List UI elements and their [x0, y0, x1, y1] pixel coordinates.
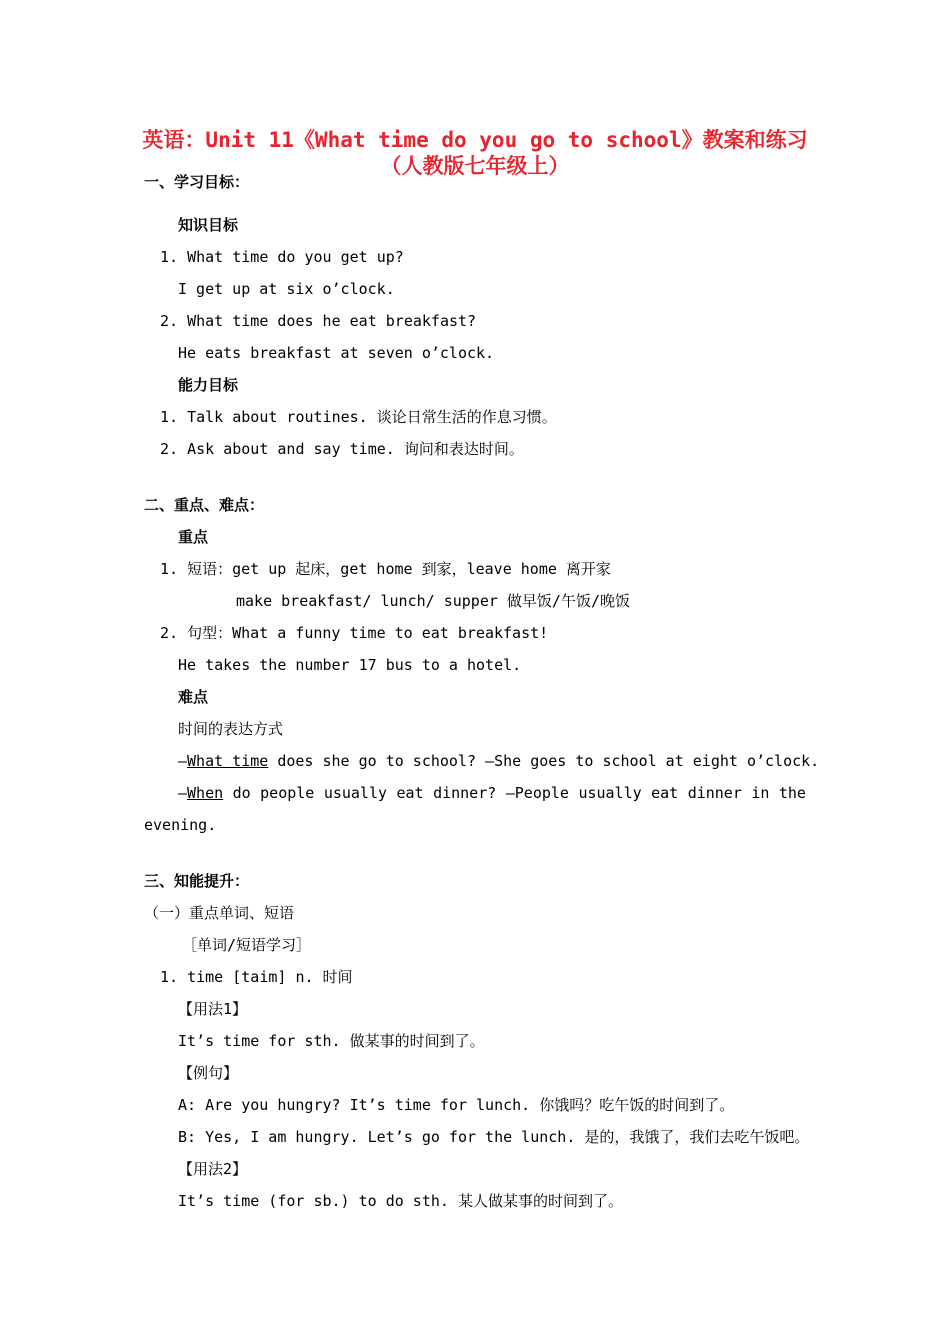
key-item-2-cont: He takes the number 17 bus to a hotel.	[178, 656, 522, 674]
ability-item-1: 1. Talk about routines. 谈论日常生活的作息习惯。	[160, 408, 557, 426]
word: do	[232, 784, 251, 802]
subsection-words: （一）重点单词、短语	[144, 904, 295, 922]
difficulty-example-1	[178, 751, 819, 771]
word: eat	[651, 784, 679, 802]
example-line-a: A: Are you hungry? It’s time for lunch. 你饿吗？吃午饭的时间到了。	[178, 1096, 735, 1114]
usage-2-label: 【用法2】	[178, 1160, 248, 1178]
key-item-1-cont: make breakfast/ lunch/ supper 做早饭/午饭/晚饭	[236, 592, 630, 610]
section-heading-objectives: 一、学习目标：	[144, 173, 250, 191]
word: usually	[578, 784, 642, 802]
key-item-1: 1. 短语：get up 起床，get home 到家，leave home 离开家	[160, 560, 611, 578]
usage-1-label: 【用法1】	[178, 1000, 248, 1018]
key-item-2: 2. 句型：What a funny time to eat breakfast!	[160, 624, 549, 642]
ability-item-2: 2. Ask about and say time. 询问和表达时间。	[160, 440, 524, 458]
underlined-phrase: When	[187, 784, 224, 802]
word: dinner	[687, 784, 742, 802]
dash: —	[178, 752, 188, 770]
difficulty-intro: 时间的表达方式	[178, 720, 284, 738]
example-line-b: B: Yes, I am hungry. Let’s go for the lunch. 是的，我饿了，我们去吃午饭吧。	[178, 1128, 810, 1146]
word: eat	[396, 784, 424, 802]
word: in	[751, 784, 770, 802]
underlined-phrase: What time	[187, 752, 269, 770]
example-rest: does she go to school? —She goes to school at eight o’clock.	[268, 752, 820, 770]
example-label: 【例句】	[178, 1064, 239, 1082]
word: usually	[323, 784, 388, 802]
word: people	[260, 784, 315, 802]
usage-2-text: It’s time (for sb.) to do sth. 某人做某事的时间到了。	[178, 1192, 623, 1210]
knowledge-item-2: 2. What time does he eat breakfast?	[160, 312, 477, 330]
knowledge-item-1-answer: I get up at six o’clock.	[178, 280, 395, 298]
word: dinner?	[433, 784, 497, 802]
difficulty-example-2	[178, 783, 806, 803]
key-heading: 重点	[178, 528, 209, 546]
ability-heading: 能力目标	[178, 376, 239, 394]
difficulty-heading: 难点	[178, 688, 209, 706]
difficulty-example-2-cont: evening.	[144, 816, 217, 834]
dash: —	[178, 784, 188, 802]
document-subtitle: （人教版七年级上）	[380, 154, 570, 178]
section-heading-improvement: 三、知能提升：	[144, 872, 250, 890]
word: —People	[505, 784, 569, 802]
word: the	[778, 784, 806, 802]
section-heading-key-points: 二、重点、难点：	[144, 496, 265, 514]
word-entry-time: 1. time [taim] n. 时间	[160, 968, 353, 986]
example-start	[178, 783, 223, 803]
knowledge-item-2-answer: He eats breakfast at seven o’clock.	[178, 344, 495, 362]
usage-1-text: It’s time for sth. 做某事的时间到了。	[178, 1032, 485, 1050]
subsection-words-label: ［单词/短语学习］	[182, 936, 312, 954]
knowledge-item-1: 1. What time do you get up?	[160, 248, 404, 266]
document-title: 英语：Unit 11《What time do you go to school》教案和练习	[142, 128, 808, 152]
knowledge-heading: 知识目标	[178, 216, 239, 234]
